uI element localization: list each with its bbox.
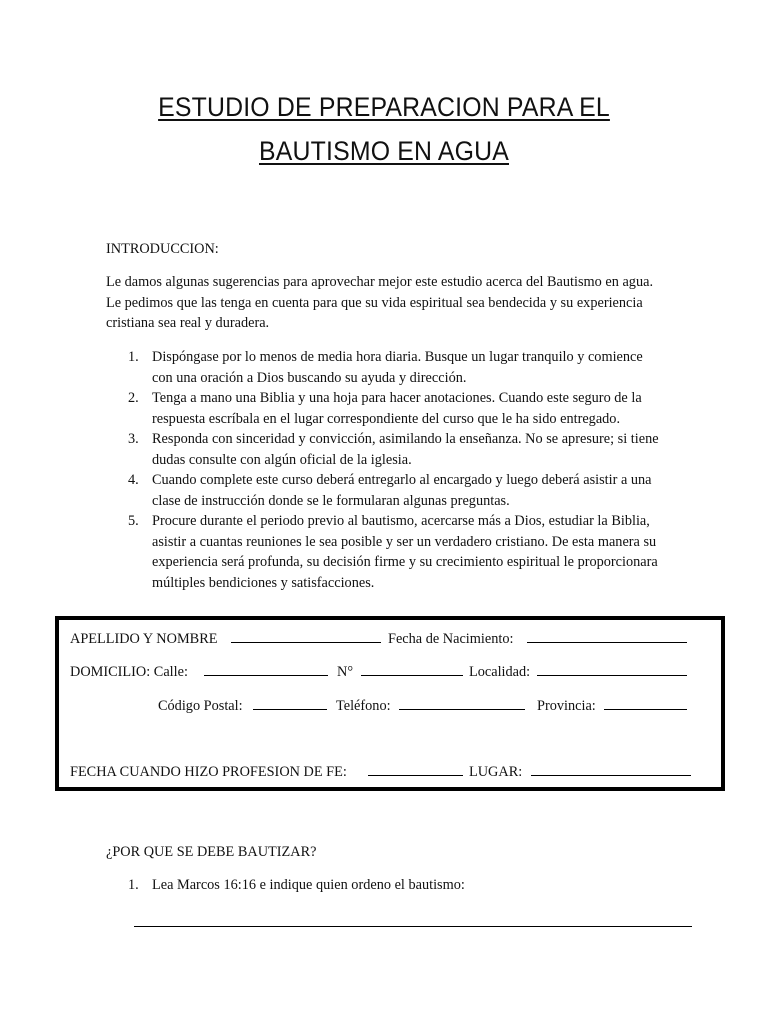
domicilio-label: DOMICILIO: Calle: [70, 664, 188, 680]
list-number: 5. [128, 513, 139, 529]
document-title-line-1: ESTUDIO DE PREPARACION PARA EL [158, 92, 610, 122]
intro-heading: INTRODUCCION: [106, 241, 219, 257]
numero-label: N° [337, 664, 354, 680]
localidad-field[interactable] [537, 675, 687, 676]
nacimiento-label: Fecha de Nacimiento: [388, 631, 514, 647]
document-title-line-2: BAUTISMO EN AGUA [258, 136, 510, 166]
telefono-label: Teléfono: [336, 698, 391, 714]
lugar-field[interactable] [531, 775, 691, 776]
list-text: Procure durante el periodo previo al bautismo, acercarse más a Dios, estudiar la Biblia, asistir a cuantas reuniones le sea posible y ser un verdadero cristiano. De esta manera su experiencia será profunda, su decisión firme y su crecimiento espiritual le proporcionara múltiples bendiciones y satisfacciones. [152, 513, 658, 591]
intro-paragraph: Le damos algunas sugerencias para aprovechar mejor este estudio acerca del Bautismo en agua. Le pedimos que las tenga en cuenta para que su vida espiritual sea bendecida y su experiencia cristiana sea real y duradera. [106, 274, 654, 331]
personal-data-form [55, 616, 725, 791]
calle-field[interactable] [204, 675, 328, 676]
list-text: Dispóngase por lo menos de media hora diaria. Busque un lugar tranquilo y comience con una oración a Dios buscando su ayuda y dirección. [152, 349, 643, 386]
lugar-label: LUGAR: [469, 764, 523, 780]
list-item [106, 429, 666, 470]
localidad-label: Localidad: [469, 664, 531, 680]
question-text: Lea Marcos 16:16 e indique quien ordeno el bautismo: [152, 877, 465, 893]
list-text: Cuando complete este curso deberá entregarlo al encargado y luego deberá asistir a una clase de instrucción donde se le formularan algunas preguntas. [152, 472, 652, 509]
list-item [106, 470, 666, 511]
list-number: 4. [128, 472, 139, 488]
numero-field[interactable] [361, 675, 463, 676]
profesion-field[interactable] [368, 775, 463, 776]
questions-heading: ¿POR QUE SE DEBE BAUTIZAR? [106, 844, 317, 860]
provincia-label: Provincia: [537, 698, 596, 714]
list-item [106, 511, 666, 593]
list-text: Responda con sinceridad y convicción, asimilando la enseñanza. No se apresure; si tiene dudas consulte con algún oficial de la iglesia. [152, 431, 659, 468]
apellido-field[interactable] [231, 642, 381, 643]
list-item [106, 347, 666, 388]
postal-field[interactable] [253, 709, 327, 710]
provincia-field[interactable] [604, 709, 687, 710]
question-number: 1. [128, 877, 139, 893]
apellido-label: APELLIDO Y NOMBRE [70, 631, 218, 647]
nacimiento-field[interactable] [527, 642, 687, 643]
list-number: 3. [128, 431, 139, 447]
postal-label: Código Postal: [158, 698, 243, 714]
list-text: Tenga a mano una Biblia y una hoja para hacer anotaciones. Cuando este seguro de la respuesta escríbala en el lugar correspondiente del curso que le ha sido entregado. [152, 390, 642, 427]
list-number: 1. [128, 349, 139, 365]
answer-line[interactable] [134, 926, 692, 927]
telefono-field[interactable] [399, 709, 525, 710]
list-number: 2. [128, 390, 139, 406]
suggestions-list [106, 347, 666, 593]
profesion-label: FECHA CUANDO HIZO PROFESION DE FE: [70, 764, 347, 780]
list-item [106, 388, 666, 429]
